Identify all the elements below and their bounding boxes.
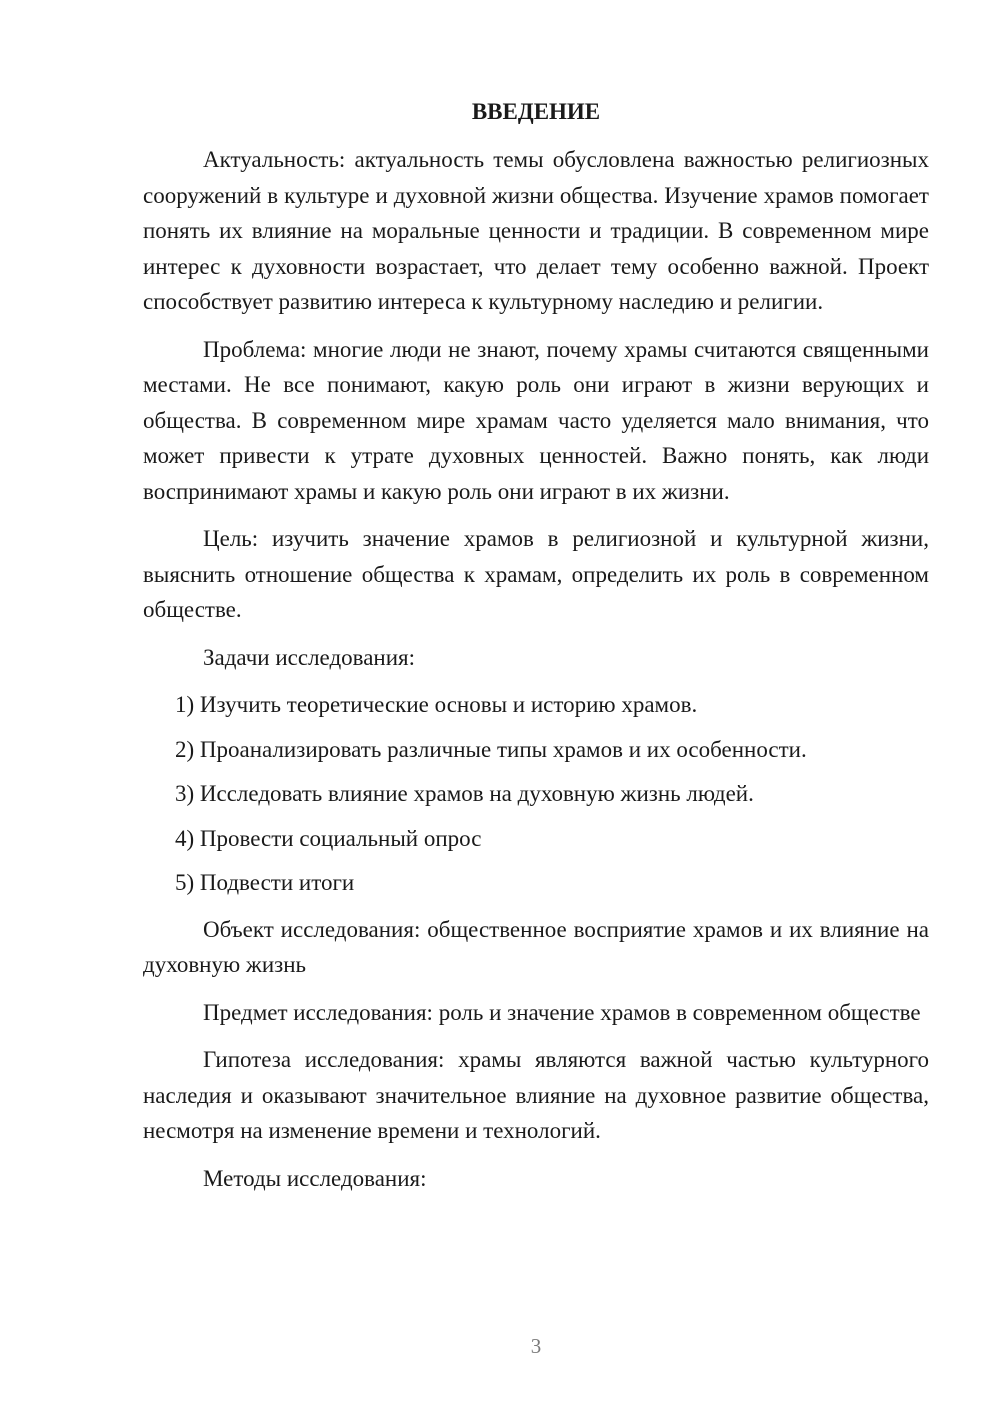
tasks-list bbox=[143, 687, 929, 901]
page-number: 3 bbox=[530, 1334, 542, 1358]
list-item: 1) Изучить теоретические основы и историю храмов. bbox=[175, 692, 698, 717]
list-item: 5) Подвести итоги bbox=[175, 870, 355, 895]
list-item: 4) Провести социальный опрос bbox=[175, 825, 482, 851]
problem-paragraph: Проблема: многие люди не знают, почему храмы считаются священными местами. Не все понимают, какую роль они играют в жизни верующих и общества. В современном мире храмам часто уделяется мало внимания, что может привести к утрате духовных ценностей. Важно понять, как люди воспринимают храмы и какую роль они играют в их жизни. bbox=[143, 336, 929, 504]
list-item: 3) Исследовать влияние храмов на духовную жизнь людей. bbox=[175, 781, 754, 806]
hypothesis-paragraph: Гипотеза исследования: храмы являются важной частью культурного наследия и оказывают значительное влияние на духовное развитие общества, несмотря на изменение времени и технологий. bbox=[143, 1047, 929, 1143]
page-title: ВВЕДЕНИЕ bbox=[471, 99, 601, 124]
tasks-heading: Задачи исследования: bbox=[203, 644, 416, 670]
relevance-paragraph: Актуальность: актуальность темы обусловлена важностью религиозных сооружений в культуре и духовной жизни общества. Изучение храмов помогает понять их влияние на моральные ценности и традиции. В современном мире интерес к духовности возрастает, что делает тему особенно важной. Проект способствует развитию интереса к культурному наследию и религии. bbox=[143, 147, 929, 314]
goal-paragraph: Цель: изучить значение храмов в религиозной и культурной жизни, выяснить отношение общества к храмам, определить их роль в современном обществе. bbox=[143, 526, 929, 622]
object-paragraph: Объект исследования: общественное восприятие храмов и их влияние на духовную жизнь bbox=[143, 916, 929, 977]
list-item: 2) Проанализировать различные типы храмов и их особенности. bbox=[175, 736, 807, 762]
subject-paragraph: Предмет исследования: роль и значение храмов в современном обществе bbox=[203, 999, 921, 1025]
document-body bbox=[143, 142, 929, 1208]
methods-heading: Методы исследования: bbox=[203, 1165, 427, 1191]
